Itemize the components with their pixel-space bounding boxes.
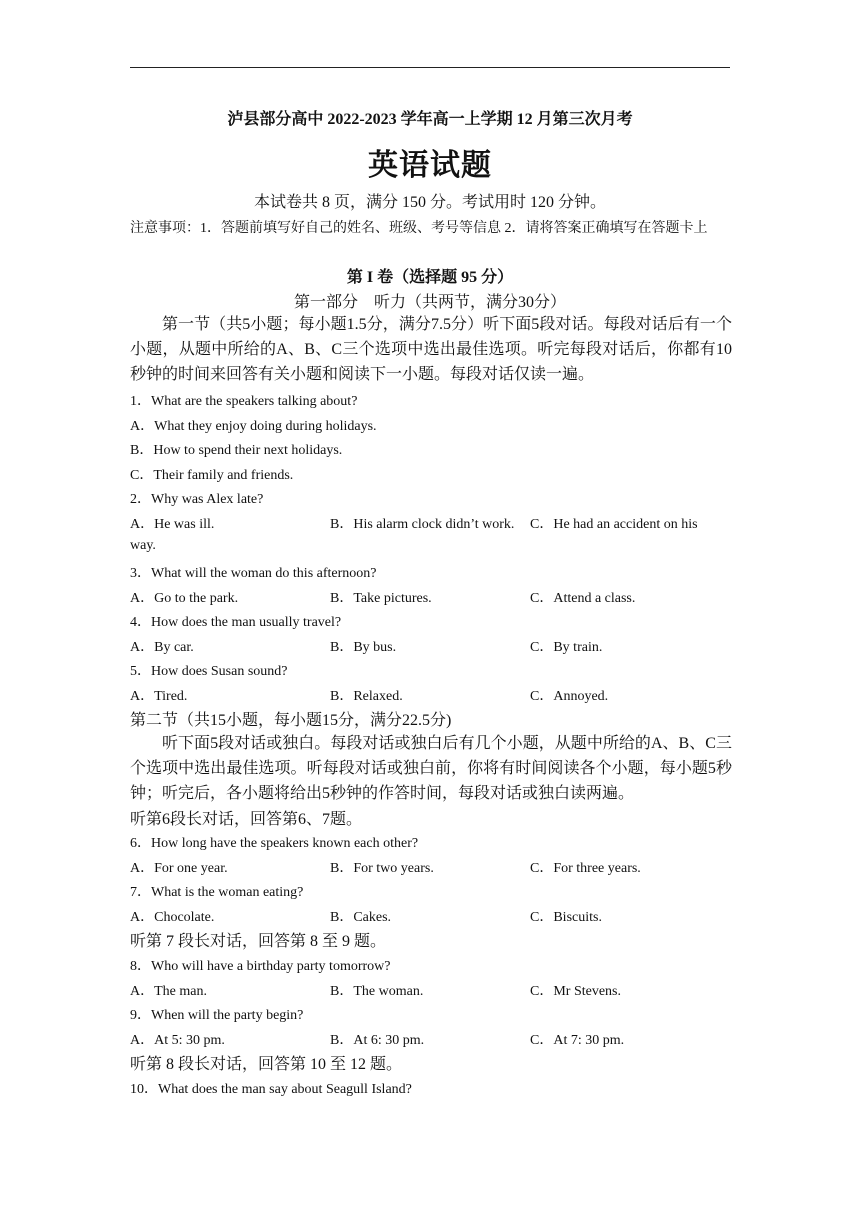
q8-option-c: C．Mr Stevens. [530, 984, 621, 999]
q5-option-b: B．Relaxed. [330, 689, 403, 704]
part-heading: 第一部分 听力（共两节，满分30分） [293, 294, 566, 311]
section2-instructions: 听下面5段对话或独白。每段对话或独白后有几个小题，从题中所给的A、B、C三个选项中选出最佳选项。听每段对话或独白前，你将有时间阅读各个小题，每小题5秒钟；听完后，各小题将给出5秒钟的作答时间，每段对话或独白读两遍。 [130, 735, 732, 802]
volume-heading: 第 I 卷（选择题 95 分） [346, 269, 514, 286]
section2-heading: 第二节（共15小题，每小题15分，满分22.5分) [130, 712, 452, 729]
q5-option-a: A．Tired. [130, 689, 188, 704]
q6-option-c: C．For three years. [530, 861, 641, 876]
question-4: 4．How does the man usually travel? [130, 615, 342, 630]
q1-option-b: B．How to spend their next holidays. [130, 443, 343, 458]
q3-option-b: B．Take pictures. [330, 591, 432, 606]
listen-8-instruction: 听第 8 段长对话，回答第 10 至 12 题。 [130, 1056, 403, 1073]
q7-option-b: B．Cakes. [330, 910, 392, 925]
question-5: 5．How does Susan sound? [130, 664, 288, 679]
question-1: 1．What are the speakers talking about? [130, 394, 358, 409]
q2-option-a: A．He was ill. [130, 517, 215, 532]
q2-option-c-continued: way. [130, 538, 156, 553]
question-3: 3．What will the woman do this afternoon? [130, 566, 377, 581]
exam-notes: 注意事项：1．答题前填写好自己的姓名、班级、考号等信息 2．请将答案正确填写在答题卡上 [130, 221, 708, 236]
question-8: 8．Who will have a birthday party tomorrow? [130, 959, 391, 974]
q2-option-c: C．He had an accident on his [530, 517, 698, 532]
header-rule [130, 67, 730, 68]
q9-option-b: B．At 6: 30 pm. [330, 1033, 425, 1048]
q1-option-a: A．What they enjoy doing during holidays. [130, 419, 377, 434]
q9-option-a: A．At 5: 30 pm. [130, 1033, 225, 1048]
q7-option-a: A．Chocolate. [130, 910, 215, 925]
listen-6-instruction: 听第6段长对话，回答第6、7题。 [130, 811, 363, 828]
q5-option-c: C．Annoyed. [530, 689, 609, 704]
q4-option-b: B．By bus. [330, 640, 397, 655]
q1-option-c: C．Their family and friends. [130, 468, 294, 483]
q4-option-c: C．By train. [530, 640, 603, 655]
q6-option-a: A．For one year. [130, 861, 228, 876]
q7-option-c: C．Biscuits. [530, 910, 602, 925]
q8-option-a: A．The man. [130, 984, 207, 999]
q9-option-c: C．At 7: 30 pm. [530, 1033, 625, 1048]
q6-option-b: B．For two years. [330, 861, 434, 876]
q8-option-b: B．The woman. [330, 984, 424, 999]
section1-instructions: 第一节（共5小题；每小题1.5分，满分7.5分）听下面5段对话。每段对话后有一个小题，从题中所给的A、B、C三个选项中选出最佳选项。听完每段对话后，你都有10秒钟的时间来回答有关小题和阅读下一小题。每段对话仅读一遍。 [130, 316, 732, 383]
exam-title: 英语试题 [368, 149, 492, 182]
exam-intro: 本试卷共 8 页，满分 150 分。考试用时 120 分钟。 [253, 194, 606, 211]
question-9: 9．When will the party begin? [130, 1008, 304, 1023]
exam-subtitle: 泸县部分高中 2022-2023 学年高一上学期 12 月第三次月考 [227, 111, 633, 128]
q2-option-b: B．His alarm clock didn’t work. [330, 517, 515, 532]
question-2: 2．Why was Alex late? [130, 492, 264, 507]
q4-option-a: A．By car. [130, 640, 194, 655]
listen-7-instruction: 听第 7 段长对话，回答第 8 至 9 题。 [130, 933, 387, 950]
q3-option-c: C．Attend a class. [530, 591, 636, 606]
question-10: 10．What does the man say about Seagull Island? [130, 1082, 412, 1097]
question-6: 6．How long have the speakers known each other? [130, 836, 419, 851]
question-7: 7．What is the woman eating? [130, 885, 304, 900]
q3-option-a: A．Go to the park. [130, 591, 239, 606]
